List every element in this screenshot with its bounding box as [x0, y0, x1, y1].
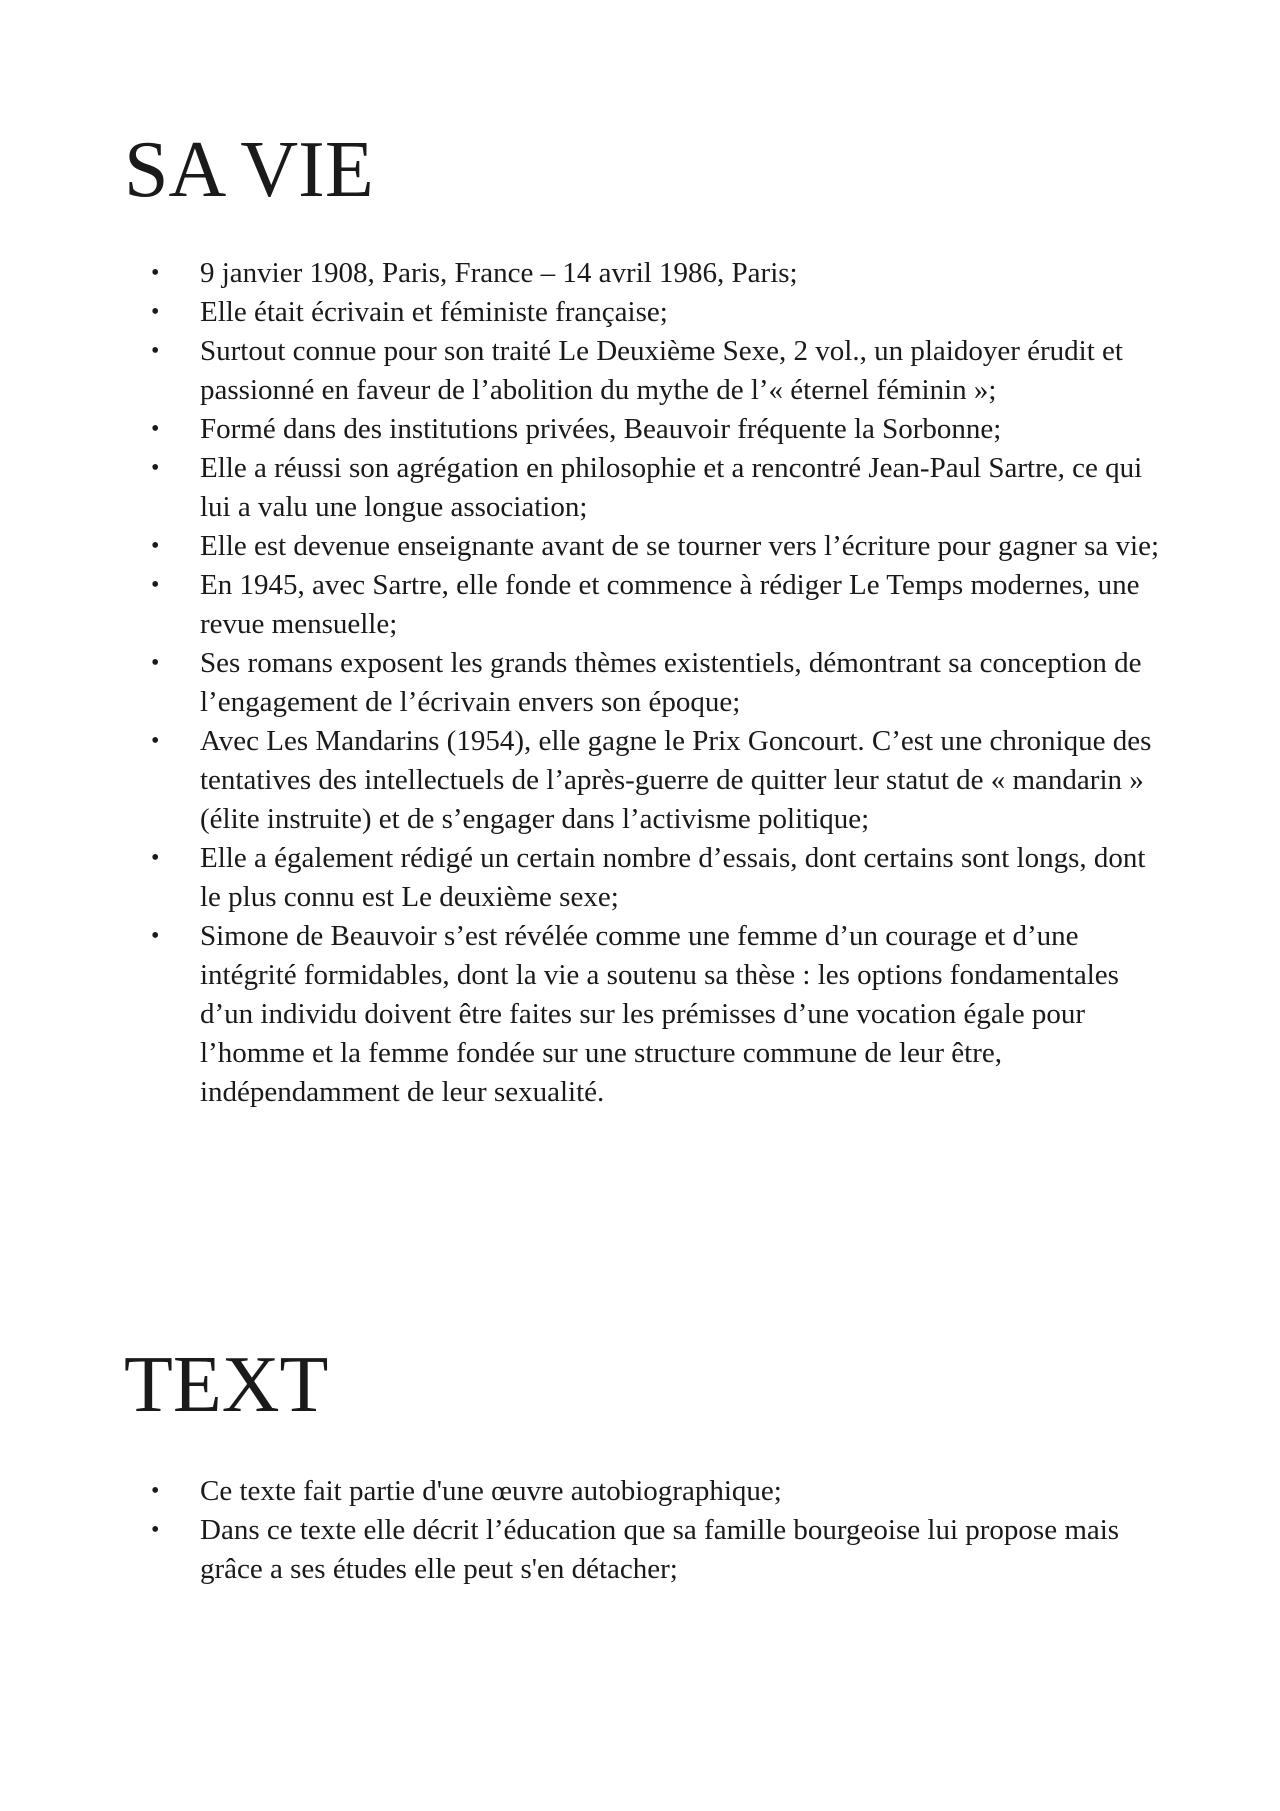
bullet-icon: •: [151, 338, 160, 364]
bullet-icon: •: [151, 572, 160, 598]
list-item: • Avec Les Mandarins (1954), elle gagne le Prix Goncourt. C’est une chronique des tentatives des intellectuels de l’après-guerre de quitter leur statut de « mandarin » (élite instruite) et de s’engager dans l’activisme politique;: [0, 722, 1160, 839]
bullet-icon: •: [151, 1517, 160, 1543]
list-item: • Elle était écrivain et féministe française;: [0, 293, 1160, 332]
bullet-icon: •: [151, 260, 160, 286]
section-title-text: TEXT: [124, 1341, 329, 1429]
bullet-icon: •: [151, 1478, 160, 1504]
list-item: • En 1945, avec Sartre, elle fonde et commence à rédiger Le Temps modernes, une revue mensuelle;: [0, 566, 1160, 644]
list-item: • Ce texte fait partie d'une œuvre autobiographique;: [0, 1472, 1160, 1511]
bullet-icon: •: [151, 845, 160, 871]
bullet-icon: •: [151, 923, 160, 949]
list-item: • Surtout connue pour son traité Le Deuxième Sexe, 2 vol., un plaidoyer érudit et passionné en faveur de l’abolition du mythe de l’« éternel féminin »;: [0, 332, 1160, 410]
bullet-list-sa-vie: [0, 254, 1160, 1112]
list-item: • Elle est devenue enseignante avant de se tourner vers l’écriture pour gagner sa vie;: [0, 527, 1160, 566]
bullet-icon: •: [151, 533, 160, 559]
section-title-sa-vie: SA VIE: [124, 126, 374, 214]
bullet-icon: •: [151, 650, 160, 676]
list-item: • Formé dans des institutions privées, Beauvoir fréquente la Sorbonne;: [0, 410, 1160, 449]
list-item: • 9 janvier 1908, Paris, France – 14 avril 1986, Paris;: [0, 254, 1160, 293]
bullet-icon: •: [151, 455, 160, 481]
bullet-icon: •: [151, 299, 160, 325]
list-item: • Dans ce texte elle décrit l’éducation que sa famille bourgeoise lui propose mais grâce a ses études elle peut s'en détacher;: [0, 1511, 1160, 1589]
list-item: • Elle a également rédigé un certain nombre d’essais, dont certains sont longs, dont le plus connu est Le deuxième sexe;: [0, 839, 1160, 917]
list-item: • Elle a réussi son agrégation en philosophie et a rencontré Jean-Paul Sartre, ce qui lui a valu une longue association;: [0, 449, 1160, 527]
bullet-icon: •: [151, 728, 160, 754]
bullet-list-text: [0, 1472, 1160, 1589]
list-item: • Ses romans exposent les grands thèmes existentiels, démontrant sa conception de l’engagement de l’écrivain envers son époque;: [0, 644, 1160, 722]
bullet-icon: •: [151, 416, 160, 442]
list-item: • Simone de Beauvoir s’est révélée comme une femme d’un courage et d’une intégrité formidables, dont la vie a soutenu sa thèse : les options fondamentales d’un individu doivent être faites sur les prémisses d’une vocation égale pour l’homme et la femme fondée sur une structure commune de leur être, indépendamment de leur sexualité.: [0, 917, 1160, 1112]
